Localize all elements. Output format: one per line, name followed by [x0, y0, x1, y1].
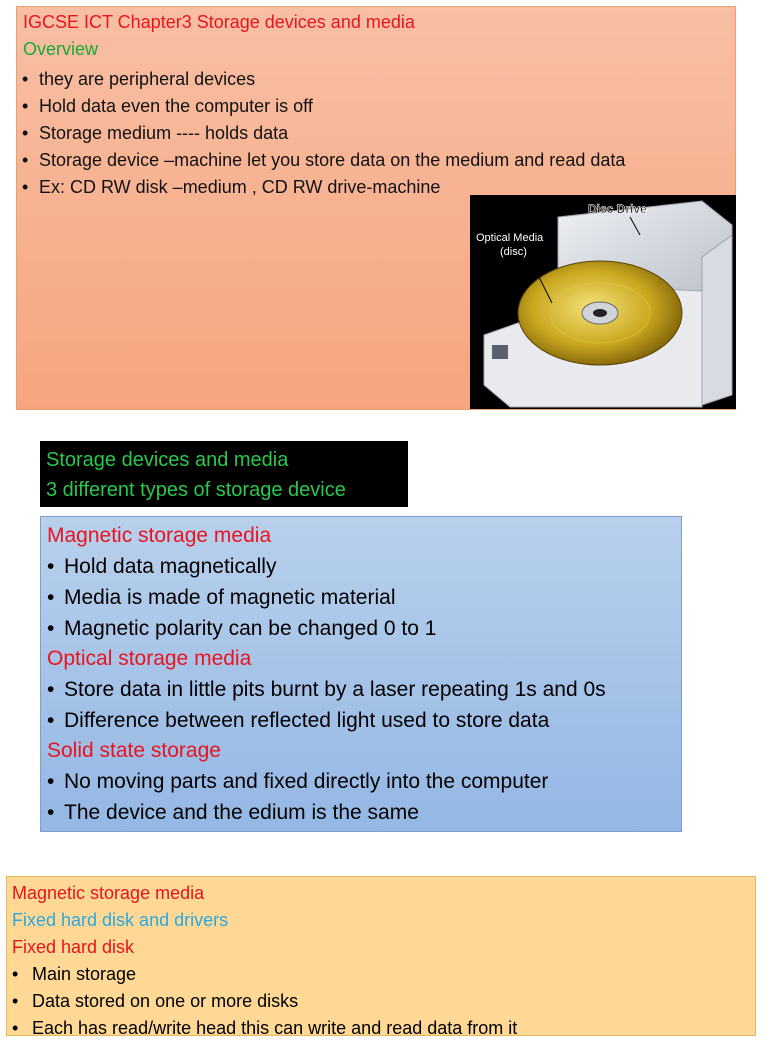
overview-list	[17, 66, 625, 201]
types-header	[40, 441, 408, 507]
list-item: • Storage medium ---- holds data	[17, 120, 625, 147]
slide-subheading: Fixed hard disk and drivers	[12, 910, 229, 930]
overview-heading: Overview	[23, 39, 99, 59]
section-heading: Magnetic storage media	[47, 524, 272, 547]
header-line: 3 different types of storage device	[46, 479, 346, 501]
list-item: • No moving parts and fixed directly into the computer	[47, 766, 675, 797]
section-heading: Optical storage media	[47, 647, 252, 670]
section-list	[47, 674, 675, 736]
disc-drive-illustration	[470, 195, 736, 409]
list-item: • Ex: CD RW disk –medium , CD RW drive-machine	[17, 174, 625, 201]
tray-slot	[492, 345, 508, 359]
list-item: • Hold data magnetically	[47, 551, 675, 582]
list-item: • Hold data even the computer is off	[17, 93, 625, 120]
list-item: • Magnetic polarity can be changed 0 to 1	[47, 613, 675, 644]
list-item: • Main storage	[12, 961, 750, 988]
list-item: • Each has read/write head this can write and read data from it	[12, 1015, 750, 1042]
list-item: • Store data in little pits burnt by a laser repeating 1s and 0s	[47, 674, 675, 705]
section-list	[12, 961, 750, 1042]
list-item: • they are peripheral devices	[17, 66, 625, 93]
label-disc-drive: Disc Drive	[588, 202, 647, 216]
list-item: • Media is made of magnetic material	[47, 582, 675, 613]
magnetic-media-slide	[6, 876, 756, 1036]
section-heading: Fixed hard disk	[12, 937, 135, 957]
section-heading: Solid state storage	[47, 739, 221, 762]
list-item: • Data stored on one or more disks	[12, 988, 750, 1015]
drive-front	[702, 235, 732, 405]
header-line: Storage devices and media	[46, 449, 289, 471]
slide-title: IGCSE ICT Chapter3 Storage devices and media	[23, 12, 415, 32]
slide-heading: Magnetic storage media	[12, 883, 205, 903]
disc-drive-image	[470, 195, 736, 409]
storage-types-slide	[40, 516, 682, 832]
label-optical-media: Optical Media	[476, 232, 544, 244]
label-disc: (disc)	[500, 246, 527, 258]
list-item: • Storage device –machine let you store data on the medium and read data	[17, 147, 625, 174]
section-list	[47, 551, 675, 644]
list-item: • Difference between reflected light used to store data	[47, 705, 675, 736]
overview-slide	[16, 6, 736, 410]
section-list	[47, 766, 675, 828]
list-item: • The device and the edium is the same	[47, 797, 675, 828]
